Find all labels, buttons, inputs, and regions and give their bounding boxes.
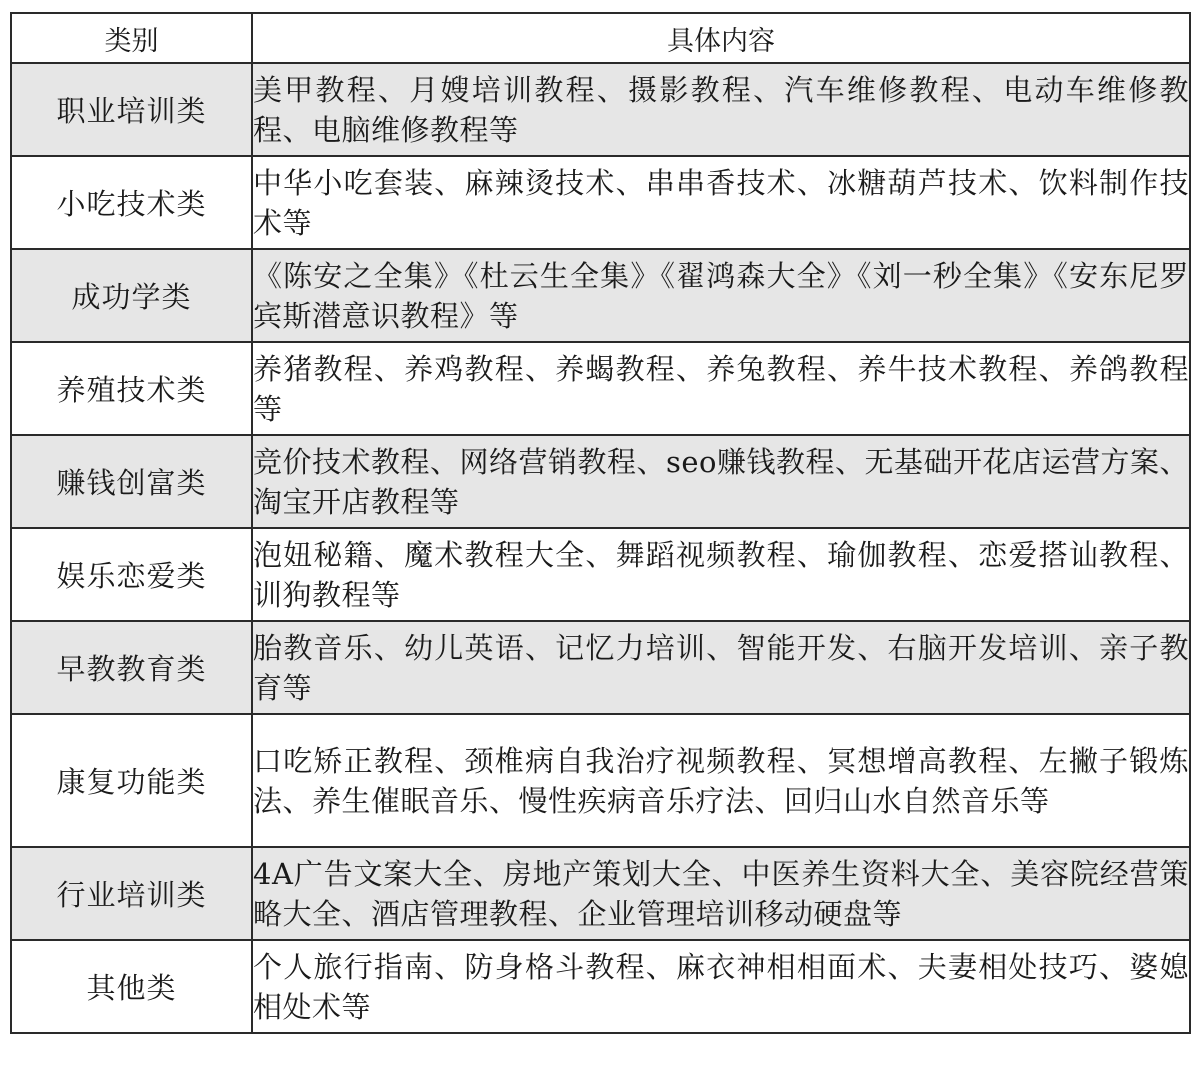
table-row <box>11 63 1190 156</box>
category-table <box>10 12 1191 1034</box>
row-content: 胎教音乐、幼儿英语、记忆力培训、智能开发、右脑开发培训、亲子教育等 <box>252 621 1190 714</box>
table-row <box>11 847 1190 940</box>
header-category: 类别 <box>11 13 252 63</box>
row-category: 娱乐恋爱类 <box>11 528 252 621</box>
row-category: 康复功能类 <box>11 714 252 847</box>
table-row <box>11 342 1190 435</box>
table-row <box>11 435 1190 528</box>
row-content: 美甲教程、月嫂培训教程、摄影教程、汽车维修教程、电动车维修教程、电脑维修教程等 <box>252 63 1190 156</box>
table-row <box>11 714 1190 847</box>
row-category: 赚钱创富类 <box>11 435 252 528</box>
table-row <box>11 940 1190 1033</box>
row-content: 口吃矫正教程、颈椎病自我治疗视频教程、冥想增高教程、左撇子锻炼法、养生催眠音乐、慢性疾病音乐疗法、回归山水自然音乐等 <box>252 714 1190 847</box>
row-content: 《陈安之全集》《杜云生全集》《翟鸿森大全》《刘一秒全集》《安东尼罗宾斯潜意识教程》等 <box>252 249 1190 342</box>
row-category: 成功学类 <box>11 249 252 342</box>
header-content: 具体内容 <box>252 13 1190 63</box>
row-category: 小吃技术类 <box>11 156 252 249</box>
row-content: 泡妞秘籍、魔术教程大全、舞蹈视频教程、瑜伽教程、恋爱搭讪教程、训狗教程等 <box>252 528 1190 621</box>
table-row <box>11 249 1190 342</box>
row-category: 养殖技术类 <box>11 342 252 435</box>
row-content: 中华小吃套装、麻辣烫技术、串串香技术、冰糖葫芦技术、饮料制作技术等 <box>252 156 1190 249</box>
row-category: 职业培训类 <box>11 63 252 156</box>
row-content: 竞价技术教程、网络营销教程、seo赚钱教程、无基础开花店运营方案、淘宝开店教程等 <box>252 435 1190 528</box>
table-header-row <box>11 13 1190 63</box>
row-category: 早教教育类 <box>11 621 252 714</box>
row-category: 其他类 <box>11 940 252 1033</box>
row-category: 行业培训类 <box>11 847 252 940</box>
table-row <box>11 621 1190 714</box>
row-content: 4A广告文案大全、房地产策划大全、中医养生资料大全、美容院经营策略大全、酒店管理教程、企业管理培训移动硬盘等 <box>252 847 1190 940</box>
table-row <box>11 528 1190 621</box>
row-content: 个人旅行指南、防身格斗教程、麻衣神相相面术、夫妻相处技巧、婆媳相处术等 <box>252 940 1190 1033</box>
row-content: 养猪教程、养鸡教程、养蝎教程、养兔教程、养牛技术教程、养鸽教程等 <box>252 342 1190 435</box>
table-row <box>11 156 1190 249</box>
